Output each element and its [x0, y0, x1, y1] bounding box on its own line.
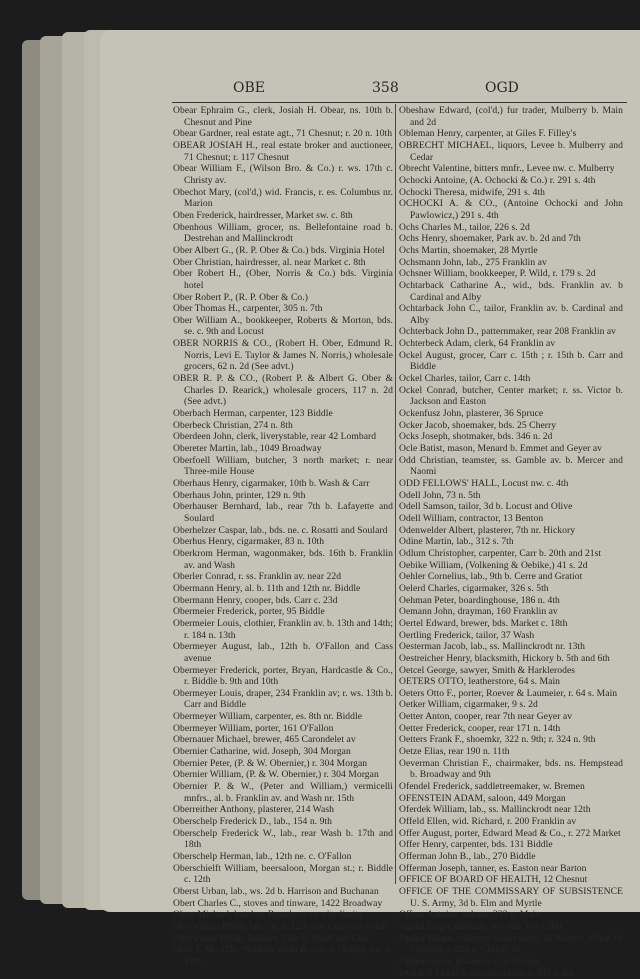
directory-entry: Ochocki Theresa, midwife, 291 s. 4th	[399, 186, 546, 198]
directory-entry: Obermeyer August, lab., 12th b. O'Fallon and Cass avenue	[173, 641, 393, 664]
directory-entry: Obenhous William, grocer, ns. Bellefontaine road b. Destrehan and Mallinckrodt	[173, 221, 393, 245]
directory-entry: Oelerd Charles, cigarmaker, 326 s. 5th	[399, 582, 549, 594]
directory-entry: Ockel August, grocer, Carr c. 15th ; r. 15th b. Carr and Biddle	[399, 349, 623, 373]
directory-entry: Oberwinder Philip, lab., al. b. 12th and 13th near Wash	[173, 920, 387, 932]
directory-entry: Odd Christian, teamster, ss. Gamble av. b. Mercer and Naomi	[399, 454, 623, 478]
directory-entry: Ober Robert H., (Ober, Norris & Co.) bds. Virginia hotel	[173, 268, 393, 291]
directory-entry: Obear Ephraim G., clerk, Josiah H. Obear, ns. 10th b. Chesnut and Pine	[173, 105, 393, 128]
directory-entry: OFFICE OF BOARD OF HEALTH, 12 Chesnut	[399, 874, 588, 886]
directory-entry: Ober Thomas H., carpenter, 305 n. 7th	[173, 303, 323, 315]
right-column	[399, 105, 623, 979]
directory-entry: Oberdeen John, clerk, liverystable, rear 42 Lombard	[173, 431, 377, 443]
directory-entry: Ochocki Antoine, (A. Ochocki & Co.) r. 291 s. 4th	[399, 174, 596, 186]
directory-entry: Offer August, porter, Edward Mead & Co., r. 272 Market	[399, 827, 621, 839]
directory-entry: Ofendel Frederick, saddletreemaker, w. Bremen	[399, 781, 585, 793]
directory-entry: Ochsmann John, lab., 275 Franklin av	[399, 256, 547, 268]
directory-entry: Obermann Henry, cooper, bds. Carr c. 23d	[173, 594, 338, 606]
directory-entry: Oberwinter Philip, finisher, 12th b. Wash and Carr	[173, 932, 369, 944]
directory-entry: Oberst Urban, lab., ws. 2d b. Harrison and Buchanan	[173, 885, 379, 897]
directory-entry: Obrecht Valentine, bitters mnfr., Levee nw. c. Mulberry	[399, 163, 615, 175]
directory-entry: Oetters Frank F., shoemkr, 322 n. 9th; r. 324 n. 9th	[399, 734, 596, 746]
directory-entry: Obermeier Frederick, porter, 95 Biddle	[173, 606, 325, 618]
directory-entry: OGDEN JAMES, stovemoulder, r. 303 s. 4th	[399, 967, 574, 979]
directory-entry: Oeters Otto F., porter, Roever & Laumeier, r. 64 s. Main	[399, 687, 618, 699]
directory-entry: OFENSTEIN ADAM, saloon, 449 Morgan	[399, 792, 566, 804]
directory-entry: Oertel Edward, brewer, bds. Market c. 18th	[399, 617, 568, 629]
directory-entry: Obeshaw Edward, (col'd,) fur trader, Mulberry b. Main and 2d	[399, 105, 623, 128]
directory-entry: Obert Michael, butcher, Broadway nr. city limits	[173, 909, 362, 921]
directory-entry: ODD FELLOWS' HALL, Locust nw. c. 4th	[399, 478, 569, 489]
directory-entry: Odell Samson, tailor, 3d b. Locust and Olive	[399, 501, 573, 513]
directory-entry: Obermann Henry, al. b. 11th and 12th nr. Biddle	[173, 582, 361, 594]
directory-entry: OCHOCKI A. & CO., (Antoine Ochocki and John Pawlowicz,) 291 s. 4th	[399, 198, 623, 221]
directory-entry: Obermeier Louis, clothier, Franklin av. b. 13th and 14th; r. 184 n. 13th	[173, 617, 393, 641]
directory-entry: Oberhauser Bernhard, lab., rear 7th b. Lafayette and Soulard	[173, 501, 393, 524]
directory-entry: Oberschielft William, beersaloon, Morgan st.; r. Biddle c. 12th	[173, 862, 393, 886]
directory-entry: Obleman Henry, carpenter, at Giles F. Filley's	[399, 128, 577, 140]
directory-entry: Oetze Elias, rear 190 n. 11th	[399, 746, 510, 758]
directory-entry: Ochterbeck Adam, clerk, 64 Franklin av	[399, 338, 556, 350]
directory-entry: Odell William, contractor, 13 Benton	[399, 512, 544, 524]
directory-entry: Oetcel George, sawyer, Smith & Harklerodes	[399, 664, 576, 676]
directory-entry: Ockenfusz John, plasterer, 36 Spruce	[399, 408, 544, 420]
directory-entry: Offeld Ellen, wid. Richard, r. 200 Franklin av	[399, 816, 577, 828]
directory-entry: Ocle Batist, mason, Menard b. Emmet and Geyer av	[399, 443, 603, 455]
directory-entry: Ochterback John D., patternmaker, rear 208 Franklin av	[399, 326, 617, 338]
directory-entry: Oberhaus John, printer, 129 n. 9th	[173, 489, 306, 501]
directory-entry: Ochtarback Catharine A., wid., bds. Franklin av. b Cardinal and Alby	[399, 279, 623, 303]
directory-entry: Ober William A., bookkeeper, Roberts & Morton, bds. se. c. 9th and Locust	[173, 314, 393, 338]
directory-entry: Oetter Anton, cooper, rear 7th near Geyer av	[399, 711, 573, 723]
directory-entry: Ochsner William, bookkeeper, P. Wild, r. 179 s. 2d	[399, 268, 596, 280]
directory-entry: Obereter Martin, lab., 1049 Broadway	[173, 443, 322, 455]
directory-entry: Oberler Conrad, r. ss. Franklin av. near 22d	[173, 571, 342, 583]
directory-entry: Oberhaus Henry, cigarmaker, 10th b. Wash & Carr	[173, 478, 370, 489]
directory-entry: Ocker Jacob, shoemaker, bds. 25 Cherry	[399, 419, 557, 431]
directory-entry: Obernier William, (P. & W. Obernier,) r. 304 Morgan	[173, 769, 379, 781]
directory-entry: Obermeyer Frederick, porter, Bryan, Hardcastle & Co., r. Biddle b. 9th and 10th	[173, 664, 393, 688]
directory-entry: Oeverman Christian F., chairmaker, bds. ns. Hempstead b. Broadway and 9th	[399, 757, 623, 781]
directory-entry: Oetter Frederick, cooper, rear 171 n. 14th	[399, 722, 561, 734]
directory-entry: Ochtarback John C., tailor, Franklin av. b. Cardinal and Alby	[399, 303, 623, 326]
directory-entry: Oferdek William, lab., ss. Mallinckrodt near 12th	[399, 804, 591, 816]
directory-entry: Oehler Cornelius, lab., 9th b. Cerre and Gratiot	[399, 571, 583, 583]
directory-entry: Oberhus Henry, cigarmaker, 83 n. 10th	[173, 536, 325, 548]
page-number: 358	[372, 80, 399, 96]
directory-entry: Oberreither Anthony, plasterer, 214 Wash	[173, 804, 334, 816]
left-guide-word: OBE	[233, 80, 265, 96]
directory-entry: Oestreicher Henry, blacksmith, Hickory b. 5th and 6th	[399, 652, 610, 664]
directory-entry: OBEAR JOSIAH H., real estate broker and auctioneer, 71 Chesnut; r. 117 Chesnut	[173, 139, 393, 163]
directory-entry: Ober Christian, hairdresser, al. near Market c. 8th	[173, 256, 366, 268]
directory-entry: Oetker William, cigarmaker, 9 s. 2d	[399, 699, 538, 711]
directory-entry: Obermeyer William, carpenter, es. 8th nr. Biddle	[173, 711, 363, 723]
directory-entry: Oberschelp Frederick W., lab., rear Wash b. 17th and 18th	[173, 827, 393, 851]
directory-entry: Oberhelzer Caspar, lab., bds. ne. c. Rosatti and Soulard	[173, 524, 388, 536]
directory-entry: Ochs Martin, shoemaker, 28 Myrtle	[399, 244, 538, 256]
directory-entry: Offerman Joseph, tanner, es. Easton near Barton	[399, 862, 587, 874]
directory-entry: Ogden James, plasterer, r. 57 Center	[399, 955, 540, 967]
directory-entry: Offner Antoine, saloon, 333 n. Main	[399, 909, 541, 921]
directory-entry: Odenwelder Albert, plasterer, 7th nr. Hickory	[399, 524, 576, 536]
directory-entry: Offer Henry, carpenter, bds. 131 Biddle	[399, 839, 553, 851]
directory-entry: OBER R. P. & CO., (Robert P. & Albert G. Ober & Charles D. Rearick,) wholesale grocers, 117 n. 2d (See advt.)	[173, 373, 393, 408]
directory-entry: Oertling Frederick, tailor, 37 Wash	[399, 629, 535, 641]
directory-entry: Obear Gardner, real estate agt., 71 Chesnut; r. 20 n. 10th	[173, 128, 393, 140]
directory-entry: Odlum Christopher, carpenter, Carr b. 20th and 21st	[399, 547, 602, 559]
directory-entry: Oebike William, (Volkening & Oebike,) 41 s. 2d	[399, 559, 588, 571]
left-column	[173, 105, 393, 968]
directory-entry: Ocks Joseph, shotmaker, bds. 346 n. 2d	[399, 431, 553, 443]
directory-entry: Oberfoell William, butcher, 3 north market; r. near Three-mile House	[173, 454, 393, 478]
directory-entry: OBRECHT MICHAEL, liquors, Levee b. Mulberry and Cedar	[399, 139, 623, 163]
directory-entry: Ober Albert G., (R. P. Ober & Co.) bds. Virginia Hotel	[173, 244, 385, 256]
directory-entry: Obear William F., (Wilson Bro. & Co.) r. ws. 17th c. Christy av.	[173, 163, 393, 186]
directory-page	[100, 30, 640, 979]
directory-entry: Oberkrom Herman, wagonmaker, bds. 16th b. Franklin av. and Wash	[173, 547, 393, 571]
right-guide-word: OGD	[485, 80, 519, 96]
directory-entry: Obert Charles C., stoves and tinware, 1422 Broadway	[173, 897, 383, 909]
directory-entry: Ober Robert P., (R. P. Ober & Co.)	[173, 291, 308, 303]
directory-entry: Oberbeck Christian, 274 n. 8th	[173, 419, 293, 431]
directory-entry: Ogden Hiram, collector water rents, 2d district, office 16 Chesnut; r. 22d c. Christy av	[399, 932, 623, 956]
directory-entry: Oben Frederick, hairdresser, Market sw. c. 8th	[173, 209, 353, 221]
directory-entry: Obes J. M., cl'k., William Dean & Co., r. Orange nw. c. 12th	[173, 944, 393, 967]
directory-entry: Oberbach Herman, carpenter, 123 Biddle	[173, 408, 333, 420]
directory-entry: Oberschelp Frederick D., lab., 154 n. 9th	[173, 816, 332, 828]
directory-entry: Obernier P. & W., (Peter and William,) vermicelli mnfrs., al. b. Franklin av. and Wash nr. 15th	[173, 781, 393, 804]
directory-entry: Obernier Peter, (P. & W. Obernier,) r. 304 Morgan	[173, 757, 368, 769]
directory-entry: Oesterman Jacob, lab., ss. Mallinckrodt nr. 13th	[399, 641, 585, 653]
directory-entry: Oemann John, drayman, 160 Franklin av	[399, 606, 558, 618]
directory-entry: Obernauer Michael, brewer, 465 Carondelet av	[173, 734, 356, 746]
directory-entry: OFFICE OF THE COMMISSARY OF SUBSISTENCE U. S. Army, 3d b. Elm and Myrtle	[399, 885, 623, 909]
directory-entry: OBER NORRIS & CO., (Robert H. Ober, Edmund R. Norris, Levi E. Taylor & James N. Norris,) wholesale grocers, 62 n. 2d (See advt.)	[173, 338, 393, 373]
directory-entry: Oehman Peter, boardinghouse, 186 n. 4th	[399, 594, 560, 606]
directory-entry: Ockel Conrad, butcher, Center market; r. ss. Victor b. Jackson and Easton	[399, 384, 623, 408]
directory-entry: Obermeyer Louis, draper, 234 Franklin av; r. ws. 13th b. Carr and Biddle	[173, 687, 393, 711]
directory-entry: Obernier Catharine, wid. Joseph, 304 Morgan	[173, 746, 351, 758]
page-header	[100, 80, 640, 100]
directory-entry: Odine Martin, lab., 312 s. 7th	[399, 536, 514, 548]
directory-entry: Obermeyer William, porter, 161 O'Fallon	[173, 722, 334, 734]
directory-entry: Offerman John B., lab., 270 Biddle	[399, 851, 536, 862]
directory-entry: Ochs Charles M., tailor, 226 s. 2d	[399, 221, 530, 233]
directory-entry: Ogden Elspit, milliner, 301 and 303 s. 4th	[399, 920, 562, 932]
directory-entry: Ockel Charles, tailor, Carr c. 14th	[399, 373, 531, 385]
directory-entry: Odell John, 73 n. 5th	[399, 489, 481, 501]
header-rule	[172, 102, 627, 103]
directory-entry: OETERS OTTO, leatherstore, 64 s. Main	[399, 676, 561, 688]
directory-entry: Obechot Mary, (col'd,) wid. Francis, r. es. Columbus nr. Marion	[173, 186, 393, 210]
directory-entry: Ochs Henry, shoemaker, Park av. b. 2d and 7th	[399, 233, 581, 245]
column-divider	[395, 104, 396, 884]
directory-entry: Oberschelp Herman, lab., 12th ne. c. O'Fallon	[173, 851, 352, 862]
